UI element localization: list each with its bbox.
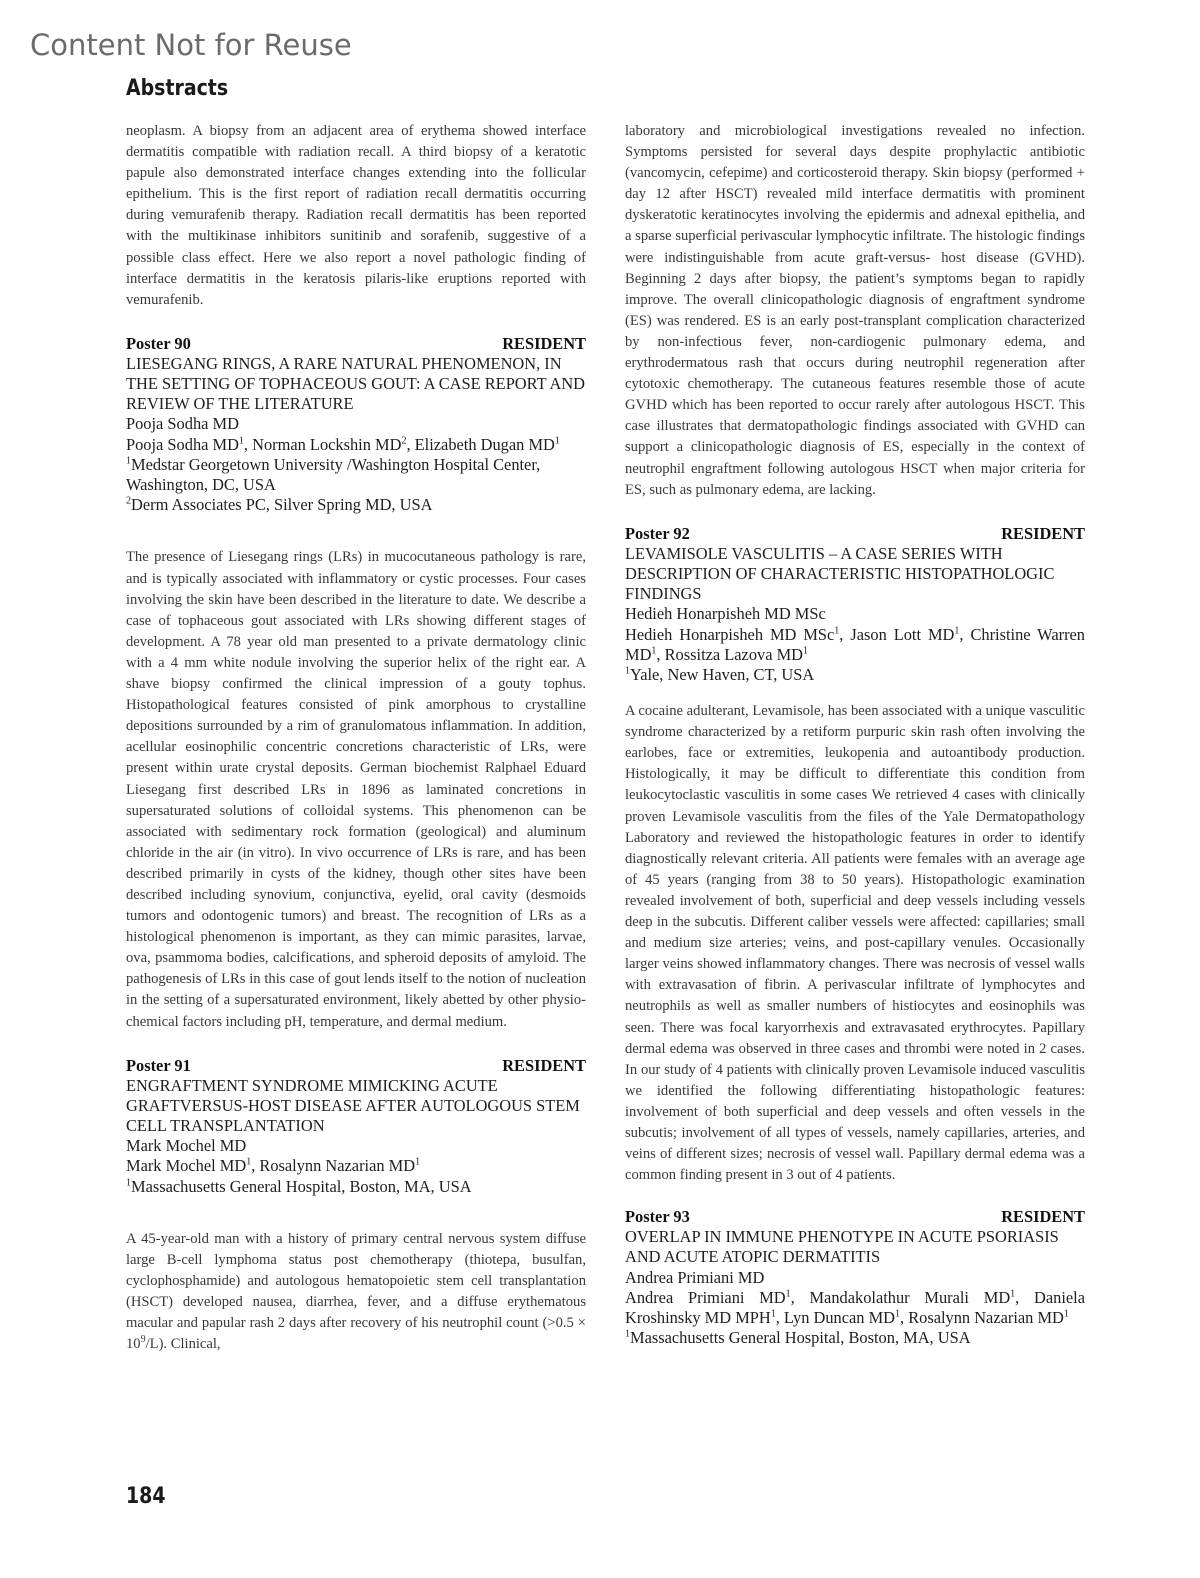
poster-category: RESIDENT — [502, 333, 586, 353]
section-heading: Abstracts — [126, 76, 229, 101]
author: Rossitza Lazova $MD^1$ — [664, 644, 809, 664]
author: Andrea Primiani $MD^1$, — [625, 1287, 810, 1307]
author: Christine Warren $MD^1$, — [625, 624, 1085, 664]
affiliation: $^2$Derm Associates PC, Silver Spring MD, USA — [126, 495, 433, 515]
author-list — [126, 435, 586, 455]
poster-presenter: Pooja Sodha MD — [126, 414, 239, 434]
poster-presenter: Andrea Primiani MD — [625, 1267, 765, 1287]
poster-header — [126, 333, 586, 354]
poster-category: RESIDENT — [1001, 523, 1085, 543]
intro-paragraph: neoplasm. A biopsy from an adjacent area of erythema showed interface dermatitis compatible with radiation recall. A third biopsy of a keratotic papule also demonstrated interface changes extending into the follicular epithelium. This is the first report of radiation recall dermatitis occurring during vemurafenib therapy. Radiation recall dermatitis has been reported with the multikinase inhibitors sunitinib and sorafenib, suggestive of a possible class effect. Here we also report a novel pathologic finding of interface dermatitis in the keratosis pilaris-like eruptions reported with vemurafenib. — [126, 123, 586, 308]
affiliation: $^1$Massachusetts General Hospital, Boston, MA, USA — [126, 1176, 472, 1196]
poster-93 — [625, 1206, 1085, 1348]
right-column — [625, 121, 1085, 1348]
poster-abstract: A cocaine adulterant, Levamisole, has been associated with a unique vasculitic syndrome characterized by a retiform purpuric skin rash often involving the earlobes, face or extremities, leukopenia and autoantibody production. Histologically, it may be difficult to differentiate this condition from leukocytoclastic vasculitis in some cases We retrieved 4 cases with clinically proven Levamisole vasculitis from the files of the Yale Dermatopathology Laboratory and reviewed the histopathologic features in order to identify diagnostically relevant criteria. All patients were females with an average age of 45 years (ranging from 38 to 50 years). Histopathologic examination revealed involvement of both, superficial and deep vessels including vessels deep in the subcutis. Different caliber vessels were affected: capillaries; small and medium size arteries; veins, and post-capillary venules. Occasionally larger veins showed inflammatory changes. There was necrosis of vessel walls with extravasation of fibrin. A perivascular infiltrate of lymphocytes and neutrophils as well as smaller numbers of histiocytes and eosinophils was seen. There was focal karyorrhexis and extravasated erythrocytes. Papillary dermal edema was observed in three cases and thrombi were noted in 2 cases. In our study of 4 patients with clinically proven Levamisole induced vasculitis we identified the following differentiating histopathologic features: involvement of both superficial and deep vessels and often vessels in the subcutis; involvement of all types of vessels, namely capillaries, arteries, and veins of different sizes; necrosis of vessel wall. Papillary dermal edema was a common finding present in 3 out of 4 patients. — [625, 703, 1085, 1184]
affiliation: $^1$Massachusetts General Hospital, Boston, MA, USA — [625, 1328, 971, 1348]
poster-category: RESIDENT — [1001, 1207, 1085, 1227]
affiliation: $^1$Yale, New Haven, CT, USA — [625, 664, 815, 684]
author: Mark Mochel $MD^1$, — [126, 1156, 260, 1176]
poster-label: Poster 93 — [625, 1207, 690, 1227]
poster-header — [625, 1206, 1085, 1227]
poster-90 — [126, 333, 586, 1033]
affiliation: $^1$Medstar Georgetown University /Washington Hospital Center, Washington, DC, USA — [126, 454, 541, 495]
author: Mandakolathur Murali $MD^1$, — [809, 1287, 1035, 1307]
poster-presenter: Hedieh Honarpisheh MD MSc — [625, 604, 826, 624]
poster-presenter: Mark Mochel MD — [126, 1136, 247, 1156]
author: Rosalynn Nazarian $MD^1$ — [908, 1308, 1069, 1328]
author: Hedieh Honarpisheh MD MSc$^1$, — [625, 624, 851, 644]
author: Daniela Kroshinsky MD MPH$^1$, — [625, 1287, 1085, 1328]
poster-label: Poster 92 — [625, 523, 690, 543]
poster-title: LEVAMISOLE VASCULITIS – A CASE SERIES WITH DESCRIPTION OF CHARACTERISTIC HISTOPATHOLOGIC FINDINGS — [625, 543, 1055, 604]
poster-92 — [625, 523, 1085, 1187]
poster-header — [126, 1055, 586, 1076]
author-list — [625, 1288, 1085, 1328]
author-list — [625, 625, 1085, 665]
author-list — [126, 1156, 586, 1176]
poster-header — [625, 523, 1085, 544]
continuation-paragraph: laboratory and microbiological investigations revealed no infection. Symptoms persisted for several days despite prophylactic antibiotic (vancomycin, cefepime) and corticosteroid therapy. Skin biopsy (performed + day 12 after HSCT) revealed mild interface dermatitis with prominent dyskeratotic keratinocytes involving the epidermis and adnexal epithelia, and a sparse superficial perivascular lymphocytic infiltrate. The histologic findings were indistinguishable from acute graft-versus- host disease (GVHD). Beginning 2 days after biopsy, the patient’s symptoms began to rapidly improve. The overall clinicopathologic diagnosis of engraftment syndrome (ES) was rendered. ES is an early post-transplant complication characterized by non-infectious fever, non-cardiogenic pulmonary edema, and erythrodermatous rash that occurs during neutrophil regeneration after cytotoxic chemotherapy. The cutaneous features resemble those of acute GVHD which has been reported to occur rarely after autologous HSCT. This case illustrates that dermatopathologic findings associated with GVHD can support a clinicopathologic diagnosis of ES, especially in the context of neutrophil engraftment following autologous HSCT when major criteria for ES, such as pulmonary edema, are lacking. — [625, 123, 1085, 498]
poster-abstract: The presence of Liesegang rings (LRs) in mucocutaneous pathology is rare, and is typically associated with inflammatory or cystic processes. Four cases involving the skin have been described in the literature to date. We describe a case of tophaceous gout associated with LRs showing different stages of development. A 78 year old man presented to a private dermatology clinic with a 4 mm white nodule involving the superior helix of the right ear. A shave biopsy confirmed the clinical impression of a gouty tophus. Histopathological features consisted of pink amorphous to crystalline depositions surrounded by a rim of granulomatous inflammation. In addition, acellular eosinophilic concentric concretions characteristic of LRs, were present within urate crystal deposits. German biochemist Ralphael Eduard Liesegang first described LRs in 1896 as laminated concretions in supersaturated solutions of colloidal systems. This phenomenon can be associated with sedimentary rock formation (geological) and aluminum chloride in the air (in vitro). In vivo occurrence of LRs is rare, and has been described primarily in cysts of the kidney, though other sites have been described including synovium, conjunctiva, eyelid, oral cavity (desmoids tumors and odontogenic tumors) and breast. The recognition of LRs as a histological phenomenon is important, as they can mimic parasites, larvae, ova, psammoma bodies, calcifications, and spheroid deposits of amyloid. The pathogenesis of LRs in this case of gout lends itself to the notion of nucleation in the setting of a supersaturated environment, likely abetted by other physio-chemical factors including pH, temperature, and dermal medium. — [126, 549, 586, 1030]
poster-title: LIESEGANG RINGS, A RARE NATURAL PHENOMENON, IN THE SETTING OF TOPHACEOUS GOUT: A CASE REPORT AND REVIEW OF THE LITERATURE — [126, 353, 586, 414]
author: Rosalynn Nazarian $MD^1$ — [259, 1156, 421, 1176]
author: Elizabeth Dugan $MD^1$ — [414, 434, 560, 454]
left-column — [126, 121, 586, 1355]
poster-title: ENGRAFTMENT SYNDROME MIMICKING ACUTE GRAFTVERSUS-HOST DISEASE AFTER AUTOLOGOUS STEM CELL TRANSPLANTATION — [126, 1075, 580, 1136]
poster-title: OVERLAP IN IMMUNE PHENOTYPE IN ACUTE PSORIASIS AND ACUTE ATOPIC DERMATITIS — [625, 1227, 1059, 1267]
author: Jason Lott $MD^1$, — [850, 624, 971, 644]
page-number: 184 — [126, 1484, 166, 1509]
poster-label: Poster 90 — [126, 333, 191, 353]
poster-91 — [126, 1055, 586, 1356]
poster-abstract: A 45-year-old man with a history of primary central nervous system diffuse large B-cell lymphoma status post chemotherapy (thiotepa, busulfan, cyclophosphamide) and autologous hematopoietic stem cell transplantation (HSCT) developed nausea, diarrhea, fever, and a diffuse erythematous macular and papular rash 2 days after recovery of his neutrophil count $(>0.5 \times 10^9/L)$. Clinical, — [126, 1230, 586, 1353]
author: Norman Lockshin $MD^2$, — [252, 434, 415, 454]
author: Lyn Duncan $MD^1$, — [783, 1308, 909, 1328]
watermark: Content Not for Reuse — [30, 28, 352, 62]
poster-label: Poster 91 — [126, 1055, 191, 1075]
author: Pooja Sodha $MD^1$, — [126, 434, 253, 454]
poster-category: RESIDENT — [502, 1055, 586, 1075]
